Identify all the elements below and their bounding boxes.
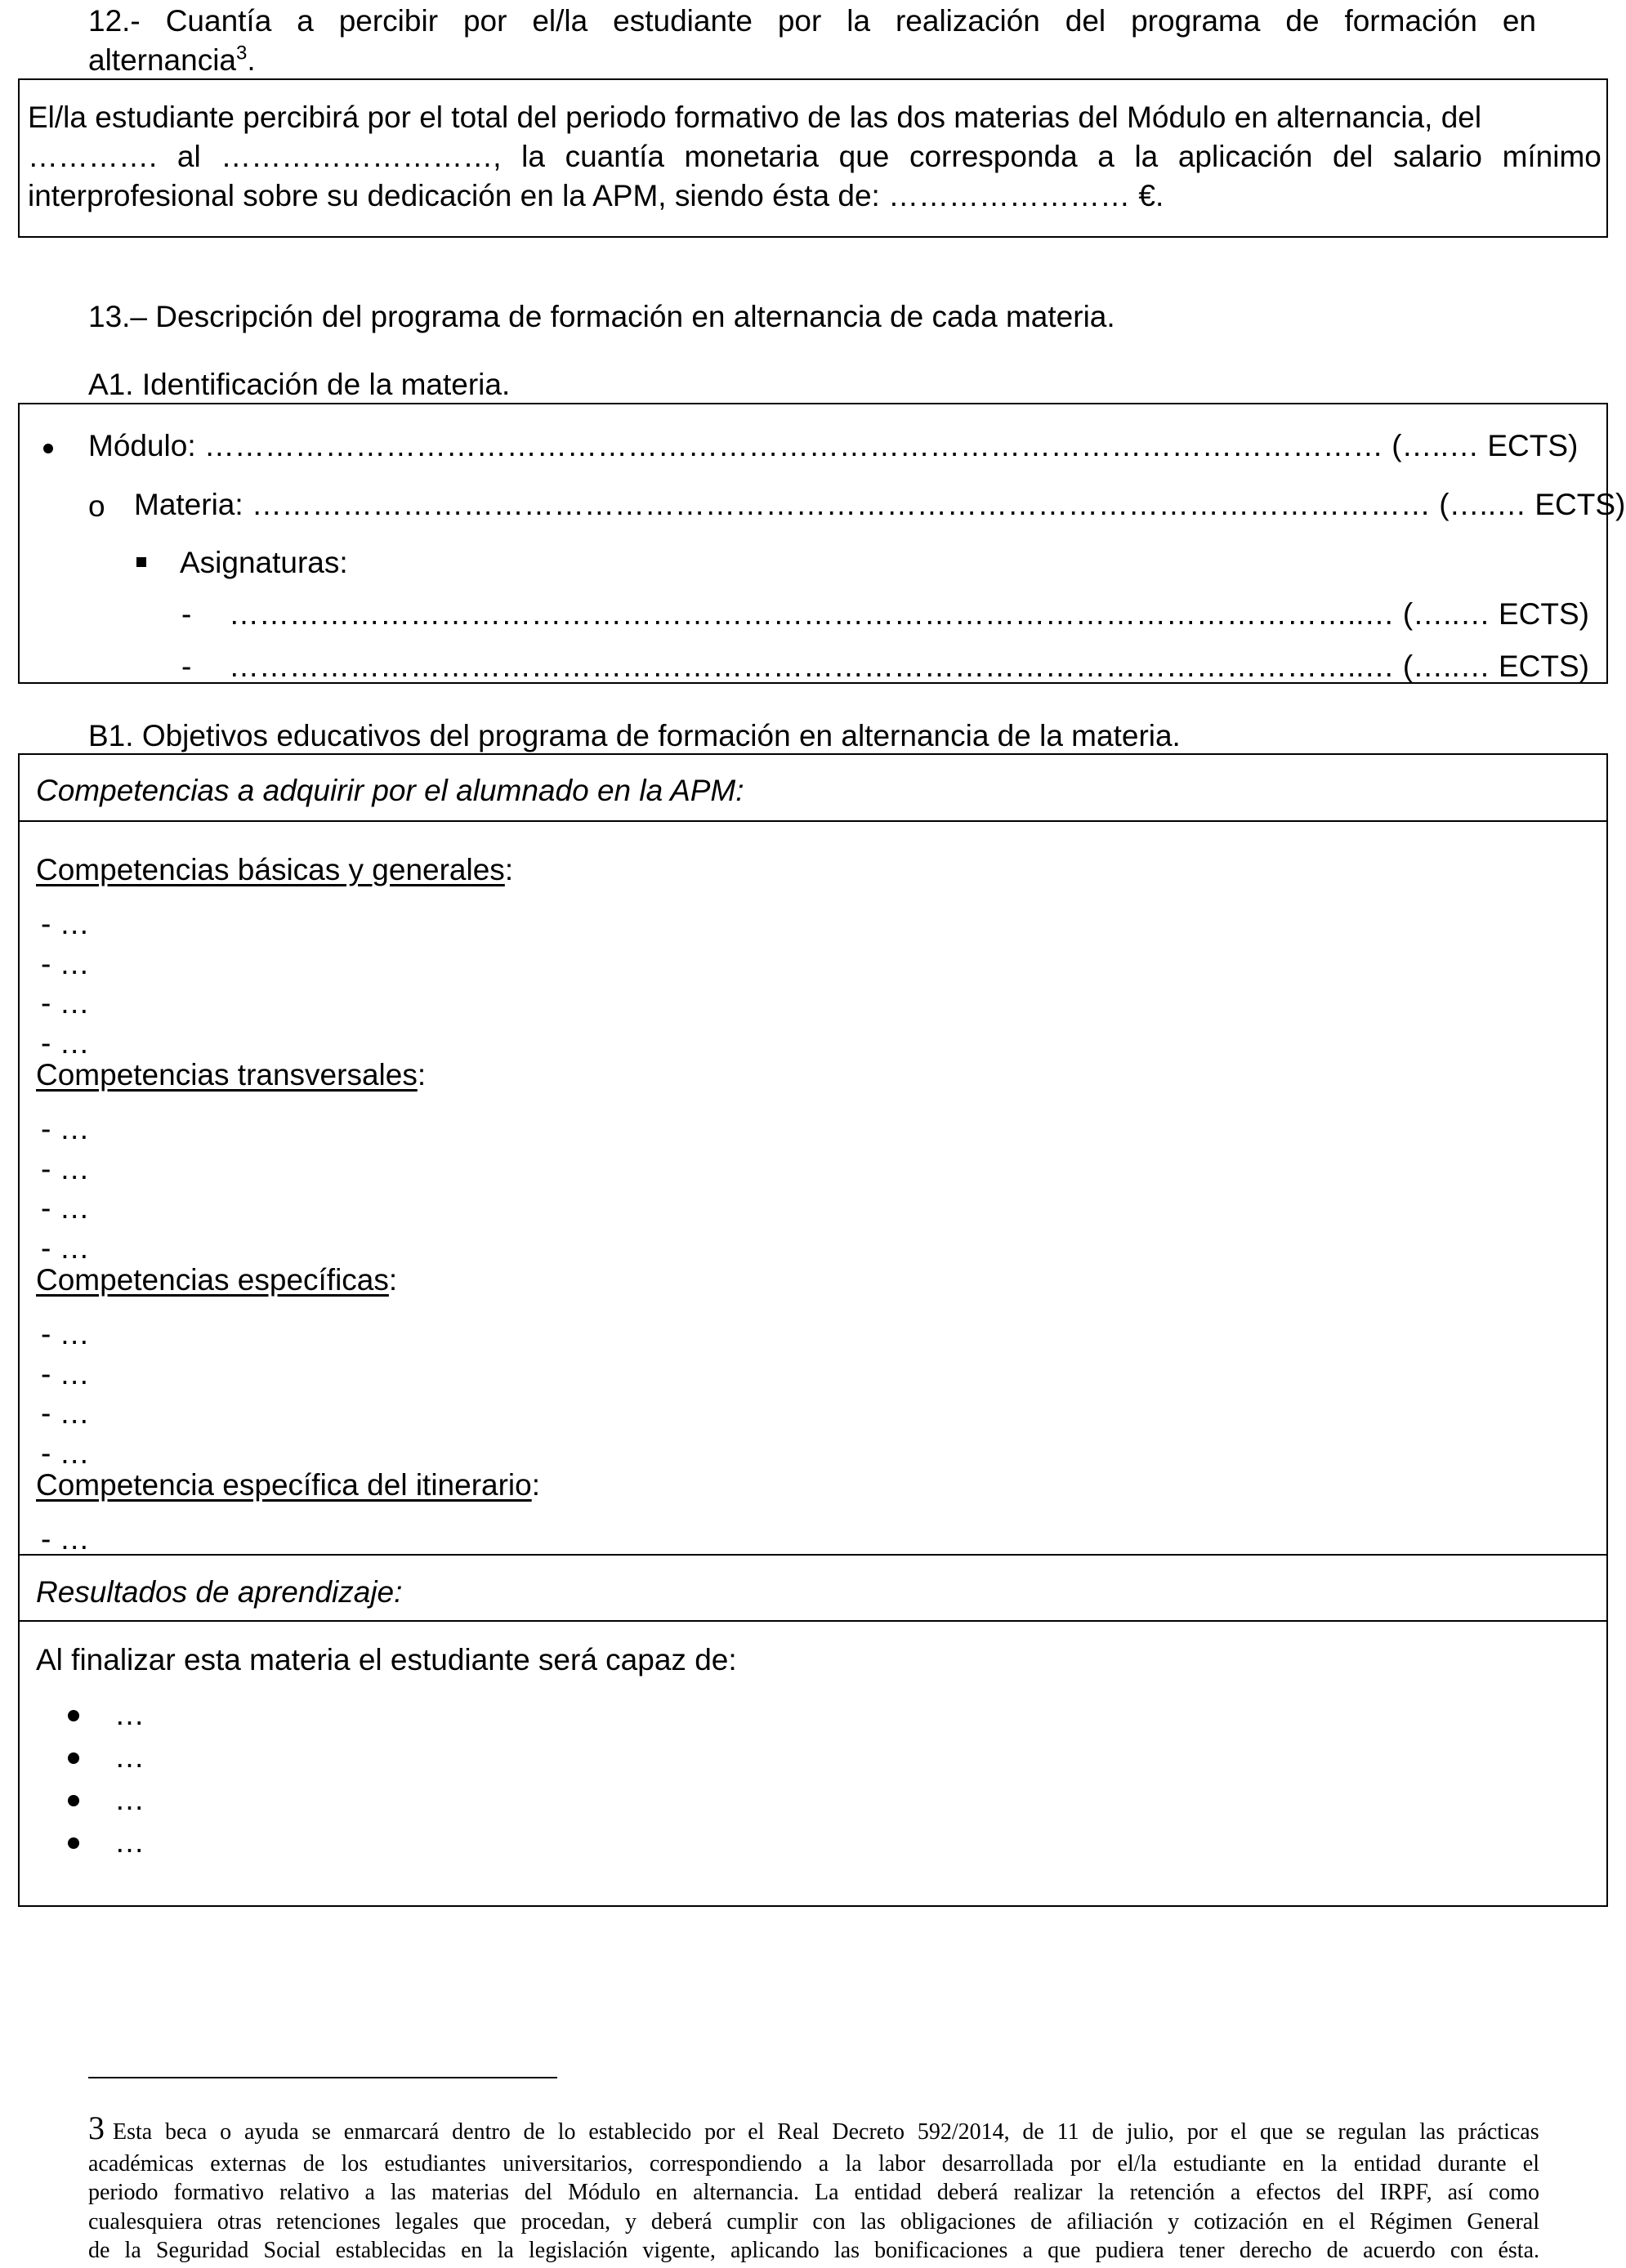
group-title-text: Competencias básicas y generales	[36, 853, 505, 886]
word: del	[1333, 140, 1374, 174]
footnote-line1	[88, 2108, 1539, 2150]
group-title-text: Competencia específica del itinerario	[36, 1468, 532, 1502]
word: mínimo	[1502, 140, 1601, 174]
list-item: - …	[41, 1522, 90, 1556]
competencias-table	[18, 753, 1608, 1907]
group-title-colon: :	[417, 1058, 427, 1092]
section-12-heading	[88, 2, 1536, 80]
word: Esta	[113, 2119, 153, 2145]
table-divider	[18, 820, 1608, 822]
list-item: - …	[41, 1317, 90, 1351]
word: el/la	[532, 4, 588, 38]
word: o	[220, 2119, 232, 2145]
word: de	[1022, 2119, 1044, 2145]
section-12-box-text	[28, 98, 1601, 216]
asignatura-row-dash: -	[181, 597, 192, 631]
bullet-dot	[68, 1795, 79, 1806]
word: Decreto	[832, 2119, 905, 2145]
competencias-group-title	[36, 1466, 540, 1505]
group-title-colon: :	[504, 853, 514, 886]
resultado-item: …	[114, 1698, 145, 1731]
word: por	[462, 4, 507, 38]
word: cuantía	[565, 140, 664, 174]
list-item: - …	[41, 1152, 90, 1185]
word: en	[1502, 4, 1536, 38]
word: por	[704, 2119, 735, 2145]
word: realización	[895, 4, 1040, 38]
section-12-heading-period: .	[247, 43, 256, 78]
resultados-intro: Al finalizar esta materia el estudiante será capaz de:	[36, 1643, 737, 1676]
section-12-box-line1: El/la estudiante percibirá por el total del periodo formativo de las dos materias del Módulo en alternancia, del	[28, 100, 1482, 134]
word: dentro	[452, 2119, 511, 2145]
word: las	[1419, 2119, 1445, 2145]
asignaturas-label: Asignaturas:	[180, 546, 348, 579]
word: ayuda	[243, 2119, 299, 2145]
modulo-line: Módulo: ……………………………………………………………………………………………………… (…..… ECTS)	[88, 429, 1579, 462]
word: aplicación	[1177, 140, 1313, 174]
word: de	[523, 2119, 545, 2145]
word: prácticas	[1458, 2119, 1539, 2145]
word: por	[777, 4, 822, 38]
word: se	[1306, 2119, 1325, 2145]
group-title-colon: :	[531, 1468, 540, 1502]
footnote-reference: 3	[236, 42, 248, 65]
word: salario	[1392, 140, 1482, 174]
list-item: - …	[41, 1112, 90, 1145]
footnote-line: académicas externas de los estudiantes universitarios, correspondiendo a la labor desarrollada por el/la estudiante en la entidad durante el	[88, 2150, 1539, 2176]
resultado-item: …	[114, 1783, 145, 1816]
section-12-heading-line2	[88, 41, 1536, 80]
word: monetaria	[684, 140, 820, 174]
word: la	[521, 140, 545, 174]
asignatura-row: …………………………………………………………………………………………………..… (…..… ECTS)	[229, 597, 1589, 631]
resultado-item: …	[114, 1825, 145, 1859]
resultados-header: Resultados de aprendizaje:	[36, 1575, 403, 1609]
bullet-dot	[68, 1752, 79, 1764]
word: 592/2014,	[917, 2119, 1010, 2145]
list-item: - …	[41, 1396, 90, 1430]
list-item: - …	[41, 1436, 90, 1470]
word: ………….	[28, 140, 158, 174]
materia-marker: o	[88, 489, 105, 523]
a1-title: A1. Identificación de la materia.	[88, 368, 511, 401]
footnote-line: cualesquiera otras retenciones legales que procedan, y deberá cumplir con las obligaciones de afiliación y cotización en el Régimen General	[88, 2208, 1539, 2235]
word: el	[1231, 2119, 1248, 2145]
word: enmarcará	[343, 2119, 440, 2145]
section-12-box-line2	[28, 137, 1601, 176]
competencias-header: Competencias a adquirir por el alumnado en la APM:	[36, 774, 744, 807]
word: a	[1097, 140, 1115, 174]
word: del	[1065, 4, 1106, 38]
word: 12.-	[88, 4, 141, 38]
group-title-text: Competencias transversales	[36, 1058, 418, 1092]
section-12-box-line3: interprofesional sobre su dedicación en la APM, siendo ésta de: …………………… €.	[28, 179, 1164, 213]
word: establecido	[588, 2119, 692, 2145]
group-title-colon: :	[388, 1263, 398, 1297]
word: al	[176, 140, 201, 174]
footnote-number: 3	[88, 2110, 105, 2146]
word: que	[1260, 2119, 1293, 2145]
word: 11	[1056, 2119, 1079, 2145]
footnote-line: de la Seguridad Social establecidas en la legislación vigente, aplicando las bonificaciones a que pudiera tener derecho de acuerdo con ésta.	[88, 2238, 1539, 2264]
word: percibir	[338, 4, 439, 38]
list-item: - …	[41, 1026, 90, 1060]
footnote-separator	[88, 2077, 557, 2078]
word: la	[847, 4, 871, 38]
asignatura-row-dash: -	[181, 650, 192, 683]
section-12-heading-word: alternancia	[88, 43, 237, 78]
word: de	[1285, 4, 1320, 38]
table-divider	[18, 1620, 1608, 1622]
list-item: - …	[41, 986, 90, 1020]
modulo-bullet	[43, 444, 53, 453]
word: se	[311, 2119, 331, 2145]
b1-title: B1. Objetivos educativos del programa de formación en alternancia de la materia.	[88, 719, 1181, 752]
competencias-group-title	[36, 1056, 426, 1095]
materia-line: Materia: ……………………………………………………………………………………………………… (…..… ECTS)	[134, 488, 1626, 521]
word: Cuantía	[165, 4, 272, 38]
word: programa	[1131, 4, 1261, 38]
resultado-item: …	[114, 1740, 145, 1774]
word: de	[1092, 2119, 1114, 2145]
word: estudiante	[613, 4, 753, 38]
word: la	[1134, 140, 1159, 174]
competencias-group-title	[36, 850, 513, 890]
section-12-heading-line1	[88, 2, 1536, 41]
bullet-dot	[68, 1837, 79, 1849]
section-13-title: 13.– Descripción del programa de formación en alternancia de cada materia.	[88, 300, 1115, 333]
asignaturas-bullet	[136, 557, 146, 567]
bullet-dot	[68, 1710, 79, 1721]
footnote-line: periodo formativo relativo a las materias del Módulo en alternancia. La entidad deberá realizar la retención a efectos del IRPF, así como	[88, 2180, 1539, 2206]
list-item: - …	[41, 1357, 90, 1391]
word: Real	[777, 2119, 820, 2145]
word: lo	[557, 2119, 576, 2145]
word: a	[297, 4, 314, 38]
word: julio,	[1126, 2119, 1175, 2145]
competencias-group-title	[36, 1261, 397, 1300]
word: corresponda	[909, 140, 1078, 174]
list-item: - …	[41, 1231, 90, 1265]
footnote	[88, 2108, 1539, 2266]
asignatura-row: …………………………………………………………………………………………………..… (…..… ECTS)	[229, 650, 1589, 683]
list-item: - …	[41, 907, 90, 940]
list-item: - …	[41, 1191, 90, 1225]
word: el	[748, 2119, 765, 2145]
word: beca	[165, 2119, 208, 2145]
footnote-line1-words	[113, 2118, 1539, 2147]
group-title-text: Competencias específicas	[36, 1263, 389, 1297]
word: ………………………,	[221, 140, 502, 174]
list-item: - …	[41, 947, 90, 980]
word: por	[1186, 2119, 1218, 2145]
word: que	[838, 140, 890, 174]
table-divider	[18, 1554, 1608, 1556]
word: regulan	[1338, 2119, 1407, 2145]
word: formación	[1344, 4, 1477, 38]
